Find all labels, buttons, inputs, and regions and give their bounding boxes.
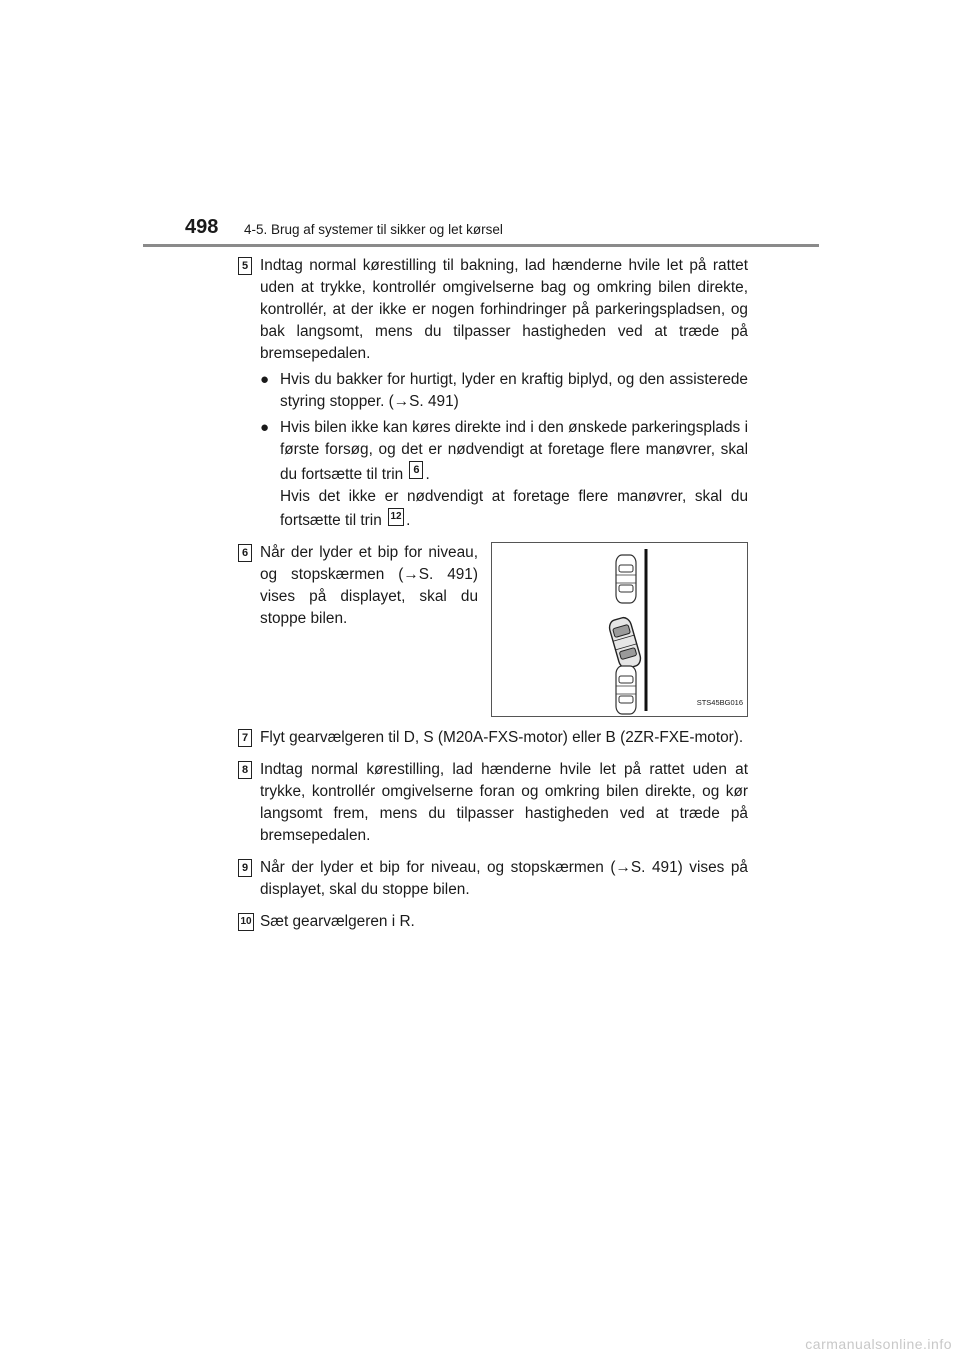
bullet-text-end: . <box>406 512 411 529</box>
step-number-badge: 8 <box>238 761 252 779</box>
step-10 <box>238 911 748 933</box>
step-text: Sæt gearvælgeren i R. <box>260 913 415 930</box>
step-number-badge: 6 <box>238 544 252 562</box>
bullet-text: Hvis det ikke er nødvendigt at foretage flere manøvrer, skal du fortsætte til trin <box>280 488 748 529</box>
step-number-badge: 10 <box>238 913 254 931</box>
section-title: 4-5. Brug af systemer til sikker og let kørsel <box>244 222 503 237</box>
step-5 <box>238 255 748 532</box>
parking-diagram <box>492 543 747 716</box>
step-reference-badge: 6 <box>409 461 423 479</box>
watermark: carmanualsonline.info <box>805 1336 952 1352</box>
bullet-item <box>260 369 748 413</box>
page-number: 498 <box>185 216 219 238</box>
bullet-text: Hvis du bakker for hurtigt, lyder en kraftig biplyd, og den assisterede styring stopper. (→S. 491) <box>280 371 748 410</box>
bullet-item <box>260 417 748 532</box>
page-content <box>238 255 748 943</box>
bullet-text: Hvis bilen ikke kan køres direkte ind i den ønskede parkeringsplads i første forsøg, og det er nødvendigt at foretage flere manøvrer, skal du fortsætte til trin <box>280 419 748 483</box>
step-text: Når der lyder et bip for niveau, og stopskærmen (→S. 491) vises på displayet, skal du stoppe bilen. <box>260 859 748 898</box>
step-9 <box>238 857 748 901</box>
page-header <box>0 0 960 250</box>
step-number-badge: 7 <box>238 729 252 747</box>
step-text: Indtag normal kørestilling, lad hænderne hvile let på rattet uden at trykke, kontrollér omgivelserne foran og omkring bilen direkte, og kør langsomt frem, mens du tilpasser hastigheden ved at træde på bremsepedalen. <box>260 761 748 844</box>
step-7 <box>238 727 748 749</box>
step-text: Indtag normal kørestilling til bakning, lad hænderne hvile let på rattet uden at trykke, kontrollér omgivelserne bag og omkring bilen direkte, kontrollér, at der ikke er nogen forhindringer på parkeringspladsen, og bak langsomt, mens du tilpasser hastigheden ved at træde på bremsepedalen. <box>260 257 748 362</box>
step-reference-badge: 12 <box>388 508 404 526</box>
step-6 <box>238 542 748 717</box>
bullet-text-end: . <box>425 466 430 483</box>
step-number-badge: 9 <box>238 859 252 877</box>
header-rule <box>143 244 819 247</box>
step-text: Når der lyder et bip for niveau, og stopskærmen (→S. 491) vises på displayet, skal du stoppe bilen. <box>260 544 478 627</box>
parked-car-bottom-icon <box>616 666 636 714</box>
figure-code: STS45BG016 <box>696 698 743 707</box>
parking-illustration <box>491 542 748 717</box>
bullet-dot-icon: ● <box>260 371 270 388</box>
bullet-dot-icon: ● <box>260 419 270 436</box>
step-8 <box>238 759 748 847</box>
step-number-badge: 5 <box>238 257 252 275</box>
parked-car-top-icon <box>616 555 636 603</box>
own-car-icon <box>608 616 643 670</box>
step-text: Flyt gearvælgeren til D, S (M20A-FXS-motor) eller B (2ZR-FXE-motor). <box>260 729 744 746</box>
